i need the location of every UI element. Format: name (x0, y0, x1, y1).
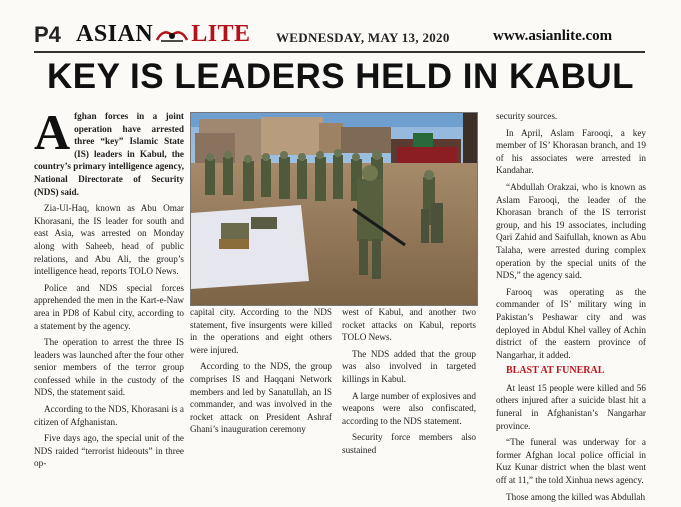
article-column-3 (342, 306, 476, 461)
paragraph: Police and NDS special forces apprehended the men in the Kart-e-Naw area in PD8 of Kabul city, according to a statement by the agency. (34, 282, 184, 331)
masthead (0, 0, 681, 52)
dropcap: A (34, 104, 71, 160)
paragraph: Farooq was operating as the commander of IS’ military wing in Pakistan’s Peshawar city and was deployed in Abdul Khel valley of Achin district of the eastern province of Nangarhar, it added. (496, 286, 646, 360)
paragraph: “The funeral was underway for a former Afghan local police official in Kuz Kunar district when the blast went off at 11,” the told Xinhua news agency. (496, 437, 646, 486)
paragraph: Zia-Ul-Haq, known as Abu Omar Khorasani, the IS leader for south and east Asia, was arrested on Monday along with Saheeb, head of public relations, and Abu Ali, the group’s intelligence head, reports TOLO News. (34, 203, 184, 277)
paragraph: Security force members also sustained (342, 432, 476, 455)
paragraph: west of Kabul, and another two rocket attacks on Kabul, reports TOLO News. (342, 307, 476, 343)
paragraph: capital city. According to the NDS statement, five insurgents were killed in the operations and eight others were injured. (190, 307, 332, 355)
paragraph: According to the NDS, Khorasani is a citizen of Afghanistan. (34, 404, 184, 427)
paragraph: The NDS added that the group was also involved in targeted killings in Kabul. (342, 348, 476, 384)
page-number: P4 (34, 22, 61, 47)
article-column-4 (496, 110, 646, 507)
paragraph: A large number of explosives and weapons were also confiscated, according to the NDS statement. (342, 390, 476, 426)
paragraph: Those among the killed was Abdullah (506, 491, 646, 502)
paragraph: The operation to arrest the three IS leaders was launched after the four other senior members of the terror group confessed while in the custody of the NDS, the statement said. (34, 337, 184, 398)
paragraph: At least 15 people were killed and 56 others injured after a suicide blast hit a funeral in Afghanistan’s Nangarhar province. (496, 382, 646, 431)
photo-illustration (191, 113, 477, 305)
article-column-1 (34, 104, 184, 474)
paragraph: Five days ago, the special unit of the NDS raided “terrorist hideouts” in three op- (34, 433, 184, 469)
masthead-rule (34, 51, 645, 53)
subheading: BLAST AT FUNERAL (506, 365, 605, 377)
soldiers-photo (190, 112, 478, 306)
headline: KEY IS LEADERS HELD IN KABUL (46, 57, 635, 96)
asian-lite-logo (76, 21, 251, 48)
website-url[interactable]: www.asianlite.com (493, 28, 613, 44)
paragraph: In April, Aslam Farooqi, a key member of IS’ Khorasan branch, and 19 of his associates were arrested in Kandahar. (496, 127, 646, 176)
logo-text-right: LITE (191, 21, 251, 47)
article-column-2 (190, 306, 332, 440)
logo-emblem-icon (155, 26, 189, 44)
paragraph: security sources. (496, 111, 558, 121)
lead-text: fghan forces in a joint operation have arrested three “key” Islamic State (IS) leaders in Kabul, the country’s primary intelligence agency, National Directorate of Security (NDS) said. (34, 111, 184, 197)
logo-text-left: ASIAN (76, 21, 154, 47)
paragraph: According to the NDS, the group comprises IS and Haqqani Network members and led by Sanatullah, an IS commander, and was involved in the rocket attack on President Ashraf Ghani’s inauguration ceremony (190, 361, 332, 435)
issue-date: WEDNESDAY, MAY 13, 2020 (276, 30, 450, 45)
paragraph: “Abdullah Orakzai, who is known as Aslam Farooqi, the leader of the Khorasan branch of the IS terrorist group, and his 19 associates, including Qari Zahid and Saifullah, known as Abu Talaha, were arrested during complex operation by the special units of the NDS,” the agency said. (496, 181, 646, 281)
lead-paragraph (34, 104, 184, 198)
